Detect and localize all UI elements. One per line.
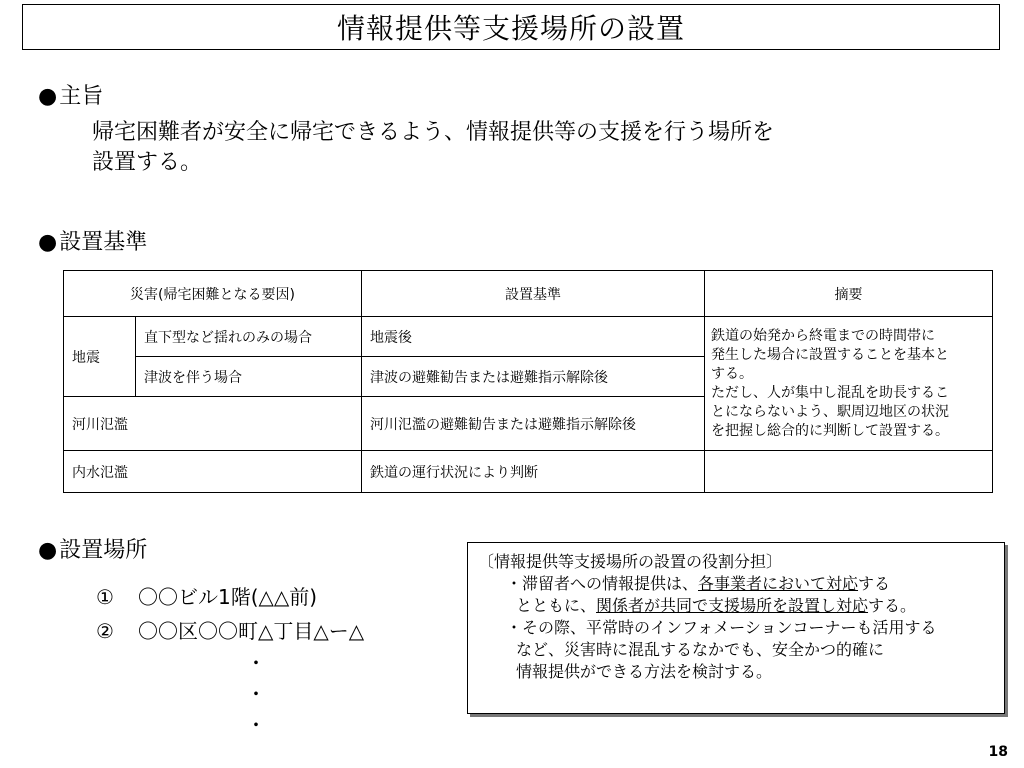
cell-summary xyxy=(705,317,993,451)
location-text: 〇〇区〇〇町△丁目△ー△ xyxy=(138,619,365,643)
note-line xyxy=(478,595,996,617)
summary-line: とにならないよう、駅周辺地区の状況 xyxy=(711,403,949,420)
summary-line: する。 xyxy=(711,365,753,382)
location-number: ② xyxy=(96,619,114,643)
table-row xyxy=(64,451,993,493)
criteria-heading-label: 設置基準 xyxy=(59,230,148,255)
role-note-box xyxy=(467,542,1005,714)
summary-line: 鉄道の始発から終電までの時間帯に xyxy=(711,327,935,344)
note-line: など、災害時に混乱するなかでも、安全かつ的確に xyxy=(516,640,885,659)
cell-river-std: 河川氾濫の避難勧告または避難指示解除後 xyxy=(362,397,705,451)
cell-earthquake: 地震 xyxy=(64,317,136,397)
purpose-heading xyxy=(38,86,103,108)
header-disaster: 災害(帰宅困難となる要因) xyxy=(64,271,362,317)
purpose-heading-label: 主旨 xyxy=(59,84,104,109)
note-title: 〔情報提供等支援場所の設置の役割分担〕 xyxy=(478,552,783,571)
summary-line: ただし、人が集中し混乱を助長するこ xyxy=(711,384,949,401)
criteria-table xyxy=(63,270,993,493)
table-row xyxy=(64,317,993,357)
bullet-icon: ● xyxy=(38,84,58,109)
dot: ・ xyxy=(246,651,266,675)
cell-earthquake-std2: 津波の避難勧告または避難指示解除後 xyxy=(362,357,705,397)
note-text: する xyxy=(858,574,891,593)
note-line xyxy=(478,573,996,595)
purpose-line: 設置する。 xyxy=(92,150,203,175)
cell-inland-std: 鉄道の運行状況により判断 xyxy=(362,451,705,493)
cell-inland: 内水氾濫 xyxy=(64,451,362,493)
page-number: 18 xyxy=(988,744,1008,760)
note-underlined-text: 各事業者において対応 xyxy=(698,574,859,593)
locations-list xyxy=(96,580,364,648)
continuation-dots xyxy=(246,648,266,741)
note-text: ・滞留者への情報提供は、 xyxy=(506,574,699,593)
cell-earthquake-sub2: 津波を伴う場合 xyxy=(136,357,362,397)
bullet-icon: ● xyxy=(38,538,58,563)
cell-river: 河川氾濫 xyxy=(64,397,362,451)
locations-heading xyxy=(38,540,147,562)
list-item xyxy=(96,580,364,614)
slide-title: 情報提供等支援場所の設置 xyxy=(22,4,1000,50)
bullet-icon: ● xyxy=(38,230,58,255)
note-line: ・その際、平常時のインフォメーションコーナーも活用する xyxy=(506,618,937,637)
purpose-line: 帰宅困難者が安全に帰宅できるよう、情報提供等の支援を行う場所を xyxy=(92,120,775,145)
locations-heading-label: 設置場所 xyxy=(59,538,148,563)
dot: ・ xyxy=(246,682,266,706)
location-number: ① xyxy=(96,585,114,609)
location-text: 〇〇ビル1階(△△前) xyxy=(138,585,318,609)
list-item xyxy=(96,614,364,648)
cell-inland-summary xyxy=(705,451,993,493)
table-header-row xyxy=(64,271,993,317)
summary-line: を把握し総合的に判断して設置する。 xyxy=(711,422,949,439)
note-underlined-text: 関係者が共同で支援場所を設置し対応 xyxy=(596,596,869,615)
criteria-heading xyxy=(38,232,147,254)
summary-line: 発生した場合に設置することを基本と xyxy=(711,346,949,363)
purpose-text xyxy=(92,118,972,178)
note-text: する。 xyxy=(868,596,917,615)
dot: ・ xyxy=(246,713,266,737)
note-text: とともに、 xyxy=(516,596,597,615)
header-summary: 摘要 xyxy=(705,271,993,317)
cell-earthquake-std1: 地震後 xyxy=(362,317,705,357)
header-standard: 設置基準 xyxy=(362,271,705,317)
cell-earthquake-sub1: 直下型など揺れのみの場合 xyxy=(136,317,362,357)
note-line: 情報提供ができる方法を検討する。 xyxy=(516,662,773,681)
